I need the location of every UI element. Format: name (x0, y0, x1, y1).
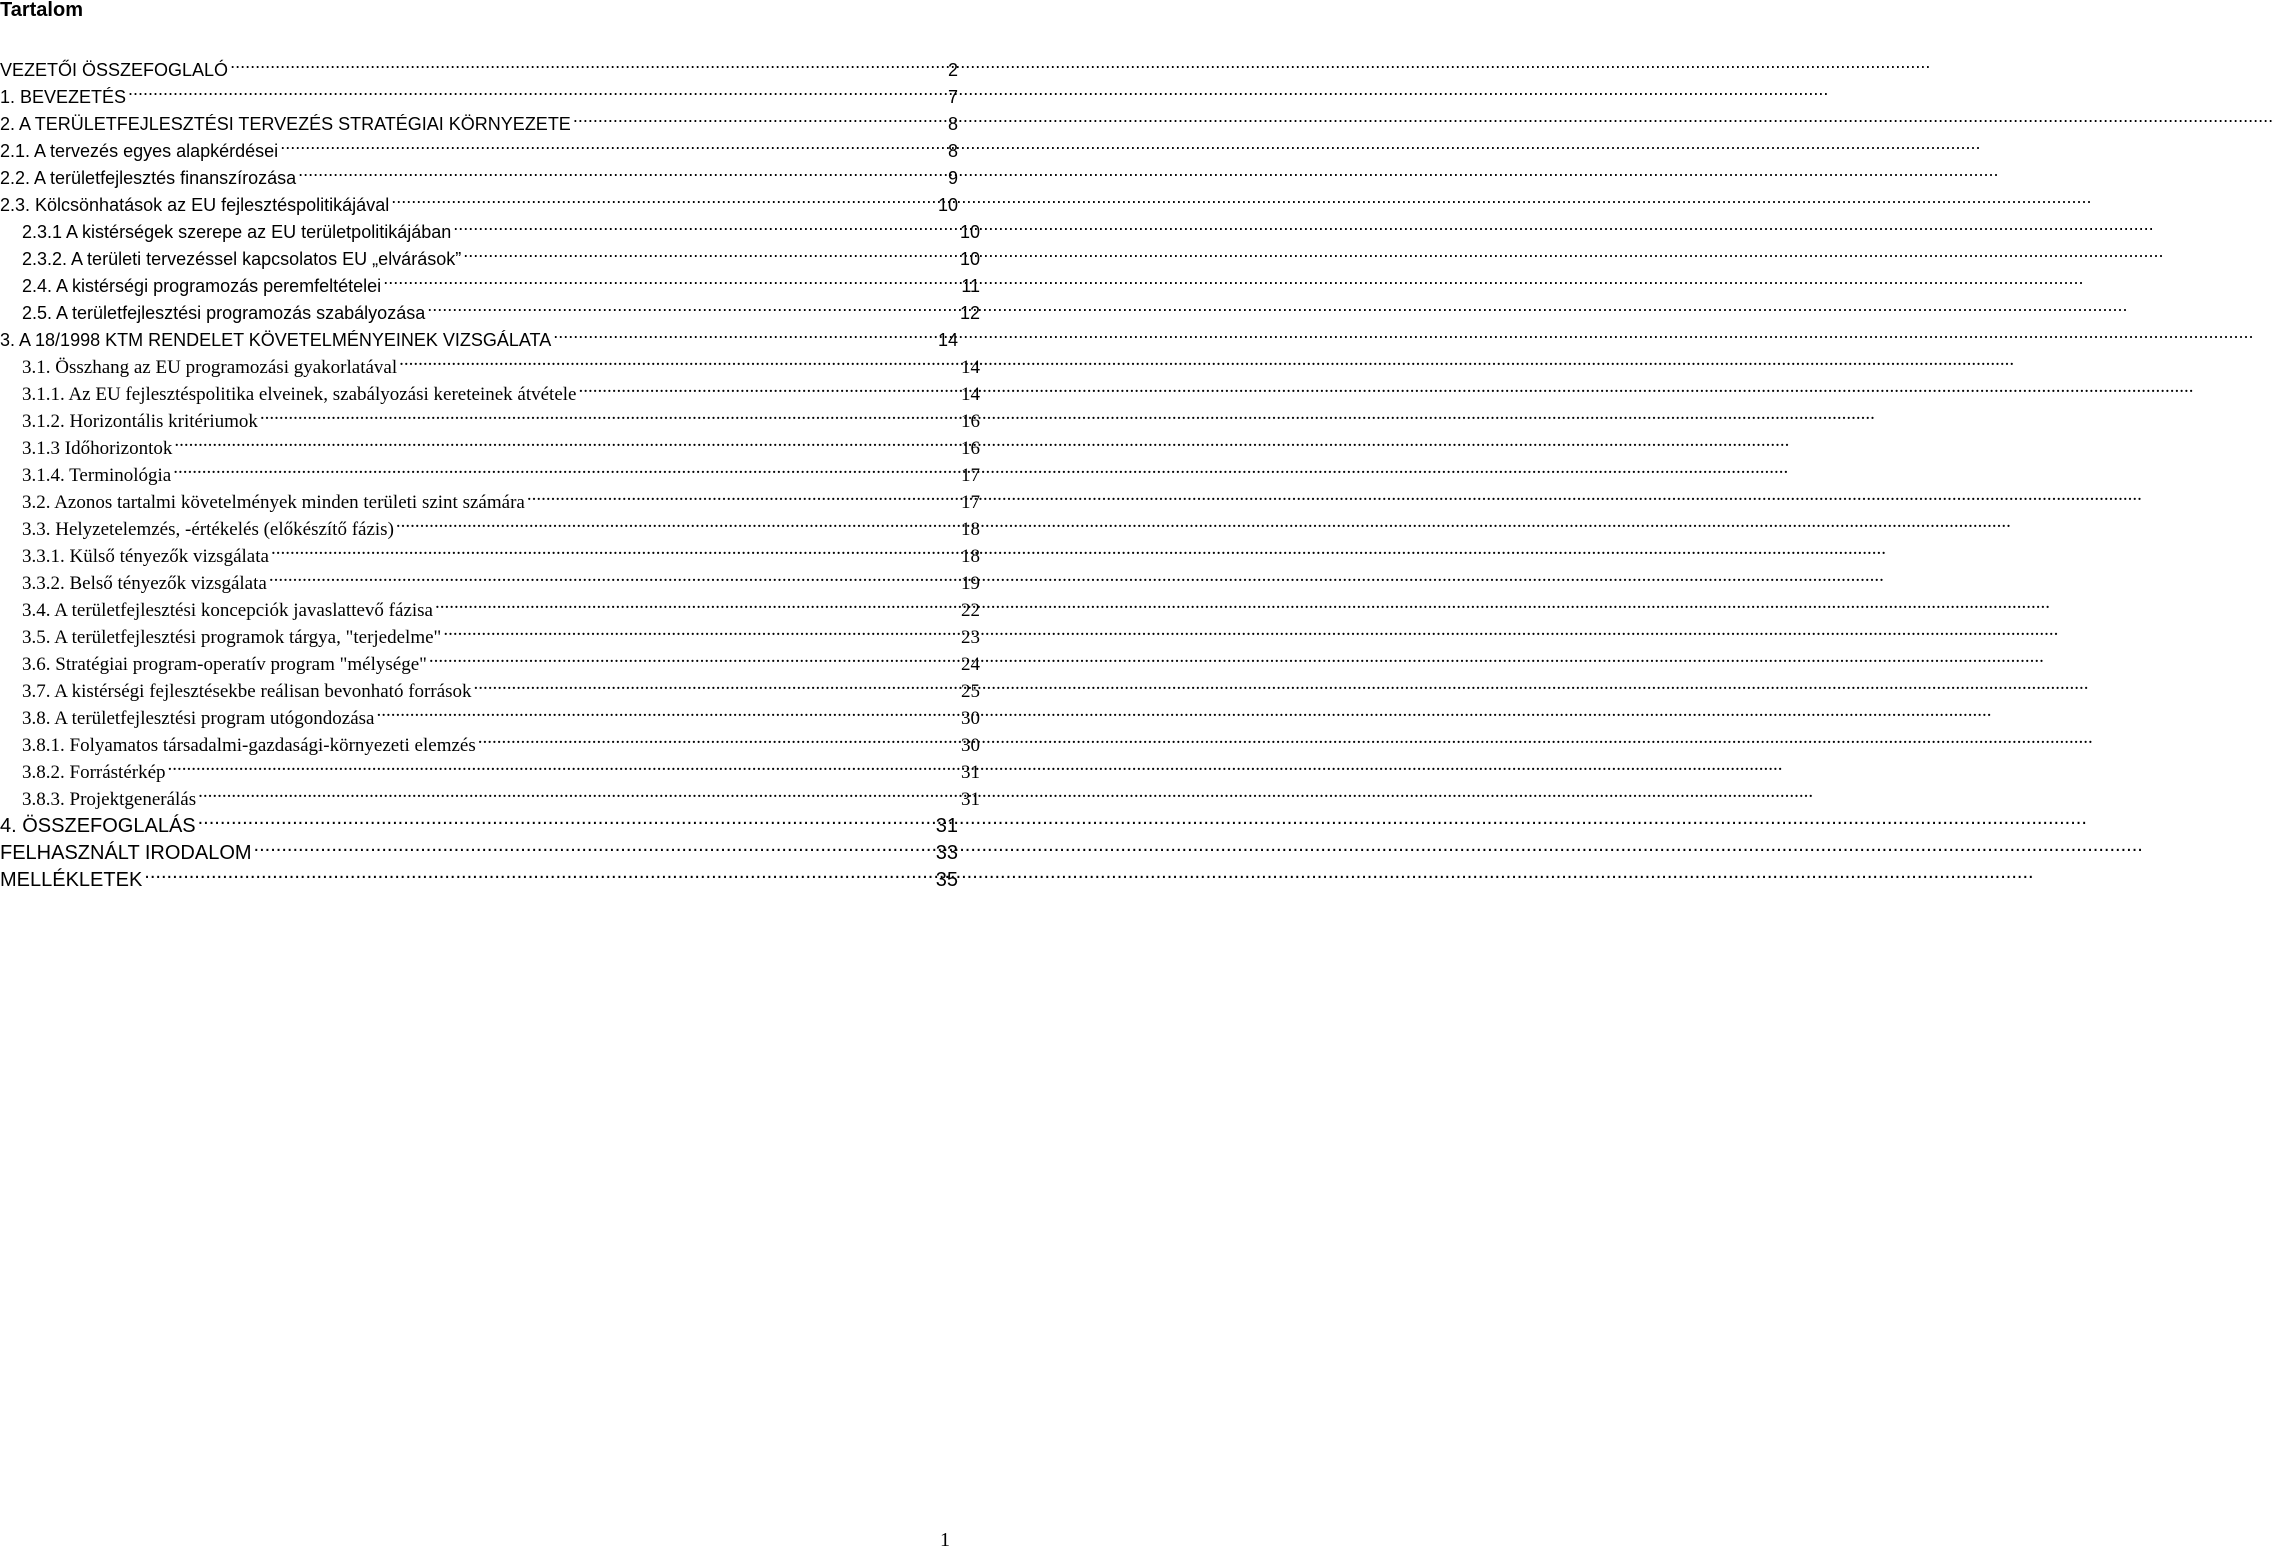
toc-leader-dots (254, 832, 930, 859)
toc-entry-page: 14 (937, 330, 958, 350)
toc-entry[interactable] (0, 589, 982, 621)
toc-leader-dots (173, 454, 955, 481)
toc-entry-text: 2.1. A tervezés egyes alapkérdései (0, 141, 279, 161)
toc-entry-text: 3.3. Helyzetelemzés, -értékelés (előkészítő fázis) (22, 519, 394, 540)
toc-entry-page: 30 (961, 735, 980, 756)
toc-entry-text: 3.8. A területfejlesztési program utógondozása (22, 708, 375, 729)
toc-entry-page: 22 (961, 600, 980, 621)
toc-entry[interactable] (0, 373, 982, 405)
toc-entry-page: 14 (961, 357, 980, 378)
toc-entry-page: 8 (947, 141, 958, 161)
toc-leader-dots (144, 859, 929, 886)
toc-entry[interactable] (0, 211, 982, 242)
toc-leader-dots (128, 76, 942, 103)
toc-leader-dots (427, 292, 954, 319)
toc-entry[interactable] (0, 265, 982, 296)
document-page (0, 0, 980, 1566)
toc-entry-text: 3.4. A területfejlesztési koncepciók javaslattevő fázisa (22, 600, 433, 621)
toc-entry-page: 31 (961, 762, 980, 783)
toc-leader-dots (396, 508, 955, 535)
toc-entry-text: 2.3.1 A kistérségek szerepe az EU területpolitikájában (22, 222, 452, 242)
toc-entry-text: 3.8.1. Folyamatos társadalmi-gazdasági-környezeti elemzés (22, 735, 476, 756)
toc-leader-dots (429, 643, 955, 670)
toc-entry-text: 2.5. A területfejlesztési programozás szabályozása (22, 303, 426, 323)
toc-entry[interactable] (0, 778, 982, 810)
toc-entry-text: 3.1.1. Az EU fejlesztéspolitika elveinek, szabályozási kereteinek átvétele (22, 384, 577, 405)
toc-entry[interactable] (0, 427, 982, 459)
toc-entry-text: 3.5. A területfejlesztési programok tárgya, "terjedelme" (22, 627, 442, 648)
toc-entry-page: 18 (961, 519, 980, 540)
toc-entry-text: FELHASZNÁLT IRODALOM (0, 842, 252, 864)
toc-entry[interactable] (0, 724, 982, 756)
toc-leader-dots (198, 805, 930, 832)
toc-entry-text: 3.8.2. Forrástérkép (22, 762, 166, 783)
toc-leader-dots (198, 778, 955, 805)
toc-entry-page: 25 (961, 681, 980, 702)
toc-entry-page: 24 (961, 654, 980, 675)
toc-entry-page: 19 (961, 573, 980, 594)
toc-entry[interactable] (0, 157, 960, 188)
toc-entry-page: 33 (935, 842, 958, 864)
toc-leader-dots (443, 616, 955, 643)
toc-entry-page: 10 (937, 195, 958, 215)
toc-entry-text: VEZETŐI ÖSSZEFOGLALÓ (0, 60, 229, 80)
toc-entry-text: 1. BEVEZETÉS (0, 87, 127, 107)
toc-entry[interactable] (0, 859, 960, 891)
toc-entry-text: 2.3.2. A területi tervezéssel kapcsolatos EU „elvárások” (22, 249, 462, 269)
toc-entry-text: 3.1. Összhang az EU programozási gyakorlatával (22, 357, 398, 378)
toc-entry-page: 16 (961, 438, 980, 459)
toc-entry-text: 2. A TERÜLETFEJLESZTÉSI TERVEZÉS STRATÉGIAI KÖRNYEZETE (0, 114, 571, 134)
toc-entry[interactable] (0, 616, 982, 648)
toc-leader-dots (573, 103, 942, 130)
toc-leader-dots (376, 697, 955, 724)
toc-leader-dots (578, 373, 955, 400)
toc-entry[interactable] (0, 130, 960, 161)
toc-entry[interactable] (0, 49, 960, 80)
toc-leader-dots (527, 481, 955, 508)
toc-entry[interactable] (0, 643, 982, 675)
toc-entry-page: 31 (935, 815, 958, 837)
toc-entry[interactable] (0, 292, 982, 323)
toc-leader-dots (269, 562, 955, 589)
toc-entry-page: 23 (961, 627, 980, 648)
toc-leader-dots (168, 751, 955, 778)
toc-entry[interactable] (0, 508, 982, 540)
toc-entry[interactable] (0, 400, 982, 432)
toc-leader-dots (399, 346, 955, 373)
page-number: 1 (940, 1529, 950, 1551)
toc-entry-page: 17 (961, 492, 980, 513)
toc-leader-dots (391, 184, 932, 211)
toc-entry[interactable] (0, 103, 960, 134)
toc-entry-text: 3.3.1. Külső tényezők vizsgálata (22, 546, 269, 567)
toc-entry[interactable] (0, 832, 960, 864)
toc-entry[interactable] (0, 751, 982, 783)
toc-entry-text: 3.8.3. Projektgenerálás (22, 789, 197, 810)
toc-entry[interactable] (0, 76, 960, 107)
toc-leader-dots (553, 319, 932, 346)
toc-entry-page: 17 (961, 465, 980, 486)
toc-entry[interactable] (0, 454, 982, 486)
toc-leader-dots (383, 265, 955, 292)
toc-entry[interactable] (0, 346, 982, 378)
toc-entry[interactable] (0, 670, 982, 702)
toc-entry-text: 3.7. A kistérségi fejlesztésekbe reálisan bevonható források (22, 681, 472, 702)
toc-leader-dots (174, 427, 955, 454)
toc-leader-dots (260, 400, 955, 427)
table-of-contents (0, 49, 980, 891)
toc-leader-dots (474, 670, 955, 697)
toc-entry[interactable] (0, 535, 982, 567)
toc-entry-page: 30 (961, 708, 980, 729)
toc-leader-dots (435, 589, 955, 616)
toc-entry-page: 11 (961, 276, 980, 296)
toc-entry-page: 35 (935, 869, 958, 891)
toc-entry-text: 2.4. A kistérségi programozás peremfeltételei (22, 276, 382, 296)
toc-leader-dots (298, 157, 942, 184)
toc-leader-dots (453, 211, 954, 238)
toc-entry-text: 3.1.4. Terminológia (22, 465, 172, 486)
toc-leader-dots (463, 238, 954, 265)
toc-entry-page: 10 (959, 249, 980, 269)
toc-entry-page: 7 (947, 87, 958, 107)
toc-entry[interactable] (0, 319, 960, 350)
toc-leader-dots (478, 724, 955, 751)
toc-entry[interactable] (0, 238, 982, 269)
toc-entry-text: 3. A 18/1998 KTM RENDELET KÖVETELMÉNYEINEK VIZSGÁLATA (0, 330, 552, 350)
toc-entry-page: 2 (947, 60, 958, 80)
toc-entry-page: 10 (959, 222, 980, 242)
toc-entry-text: 4. ÖSSZEFOGLALÁS (0, 815, 196, 837)
toc-entry[interactable] (0, 481, 982, 513)
toc-entry[interactable] (0, 805, 960, 837)
toc-entry-page: 18 (961, 546, 980, 567)
toc-entry-page: 12 (959, 303, 980, 323)
toc-entry-text: 2.2. A területfejlesztés finanszírozása (0, 168, 297, 188)
toc-entry-text: MELLÉKLETEK (0, 869, 143, 891)
toc-entry-text: 3.6. Stratégiai program-operatív program "mélysége" (22, 654, 427, 675)
toc-leader-dots (230, 49, 942, 76)
toc-entry-page: 9 (947, 168, 958, 188)
toc-entry-page: 8 (947, 114, 958, 134)
toc-leader-dots (280, 130, 942, 157)
toc-entry[interactable] (0, 562, 982, 594)
page-title: Tartalom (0, 0, 83, 21)
toc-entry-text: 3.1.3 Időhorizontok (22, 438, 173, 459)
toc-entry-text: 3.3.2. Belső tényezők vizsgálata (22, 573, 267, 594)
toc-entry[interactable] (0, 697, 982, 729)
toc-leader-dots (271, 535, 955, 562)
toc-entry-page: 14 (961, 384, 980, 405)
toc-entry-text: 2.3. Kölcsönhatások az EU fejlesztéspolitikájával (0, 195, 390, 215)
toc-entry-page: 31 (961, 789, 980, 810)
toc-entry-text: 3.1.2. Horizontális kritériumok (22, 411, 258, 432)
toc-entry-page: 16 (961, 411, 980, 432)
toc-entry[interactable] (0, 184, 960, 215)
toc-entry-text: 3.2. Azonos tartalmi követelmények minden területi szint számára (22, 492, 525, 513)
